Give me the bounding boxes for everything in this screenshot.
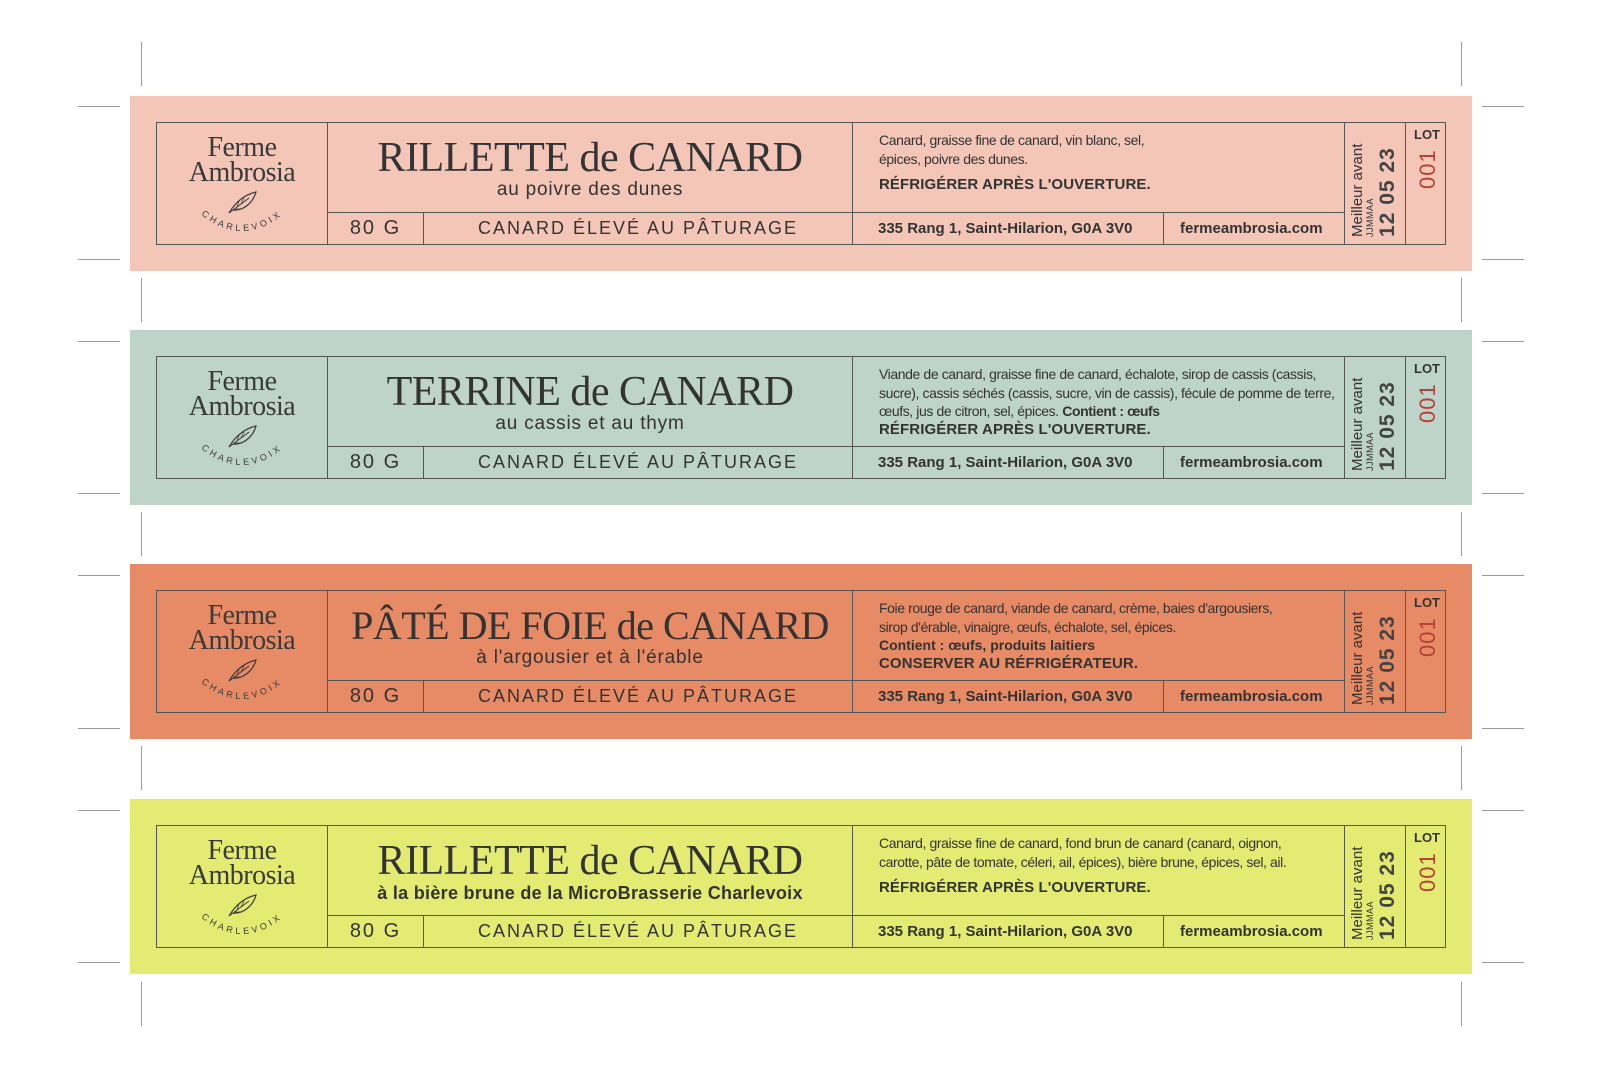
lot-block — [1406, 357, 1445, 478]
ingredients-text: Canard, graisse fine de canard, fond brun de canard (canard, oignon, carotte, pâte de tomate, céleri, ail, épices), bière brune, épices, sel, ail. — [879, 835, 1287, 870]
farm-address: 335 Rang 1, Saint-Hilarion, G0A 3V0 — [878, 454, 1133, 471]
best-before-date: 12 05 23 — [1376, 381, 1399, 471]
product-subtitle: à l'argousier et à l'érable — [476, 647, 704, 668]
farm-address: 335 Rang 1, Saint-Hilarion, G0A 3V0 — [878, 688, 1133, 705]
crop-mark — [1482, 575, 1524, 576]
net-weight: 80 G — [349, 217, 402, 239]
product-label — [130, 96, 1472, 271]
brand-name: Ferme Ambrosia — [188, 600, 296, 656]
allergen-statement: Contient : œufs, produits laitiers — [879, 637, 1096, 653]
lot-label: LOT — [1414, 127, 1440, 142]
crop-mark — [78, 962, 120, 963]
product-subtitle: à la bière brune de la MicroBrasserie Charlevoix — [377, 883, 803, 903]
svg-text:CHARLEVOIX: CHARLEVOIX — [199, 912, 285, 937]
lot-label: LOT — [1414, 361, 1440, 376]
net-weight: 80 G — [349, 920, 402, 942]
crop-mark — [141, 512, 142, 556]
product-title: PÂTÉ DE FOIE de CANARD — [351, 603, 829, 648]
crop-mark — [1482, 341, 1524, 342]
lot-number: 001 — [1415, 852, 1440, 892]
brand-logo — [157, 591, 327, 712]
lot-block — [1406, 826, 1445, 947]
svg-text:CHARLEVOIX: CHARLEVOIX — [199, 443, 285, 468]
allergen-statement: Contient : œufs — [1062, 403, 1160, 419]
net-weight: 80 G — [349, 685, 402, 707]
brand-logo — [157, 357, 327, 478]
ingredients — [857, 834, 1339, 919]
crop-mark — [1461, 746, 1462, 790]
product-label — [130, 799, 1472, 974]
crop-mark — [1482, 493, 1524, 494]
svg-text:CHARLEVOIX: CHARLEVOIX — [199, 677, 285, 702]
lot-label: LOT — [1414, 830, 1440, 845]
website-link: fermeambrosia.com — [1180, 220, 1323, 237]
brand-logo — [157, 826, 327, 947]
ingredients — [857, 599, 1339, 684]
region-arc-text — [187, 677, 297, 711]
best-before-label: Meilleur avant — [1349, 611, 1366, 705]
product-label — [130, 564, 1472, 739]
ingredients-text: Viande de canard, graisse fine de canard, échalote, sirop de cassis (cassis, sucre), cassis séchés (cassis, sucre, vin de cassis), fécule de pomme de terre, œufs, jus de citron, sel, épices. Contient : œufs — [879, 366, 1335, 419]
lot-number: 001 — [1415, 149, 1440, 189]
best-before-label: Meilleur avant — [1349, 143, 1366, 237]
origin-claim: CANARD ÉLEVÉ AU PÂTURAGE — [477, 686, 799, 706]
crop-mark — [1482, 728, 1524, 729]
crop-mark — [78, 106, 120, 107]
best-before-block — [1345, 357, 1405, 478]
product-title-block — [328, 123, 852, 212]
crop-mark — [1482, 106, 1524, 107]
region-arc-text — [187, 912, 297, 946]
date-format: JJMMAA — [1365, 901, 1375, 940]
storage-instruction: CONSERVER AU RÉFRIGÉRATEUR. — [879, 654, 1139, 672]
product-label — [130, 330, 1472, 505]
crop-mark — [78, 728, 120, 729]
brand-name: Ferme Ambrosia — [188, 366, 296, 422]
crop-mark — [78, 493, 120, 494]
website-link: fermeambrosia.com — [1180, 688, 1323, 705]
crop-mark — [78, 575, 120, 576]
best-before-date: 12 05 23 — [1376, 147, 1399, 237]
crop-mark — [78, 341, 120, 342]
origin-claim: CANARD ÉLEVÉ AU PÂTURAGE — [477, 218, 799, 238]
svg-text:CHARLEVOIX: CHARLEVOIX — [199, 209, 285, 234]
best-before-block — [1345, 591, 1405, 712]
crop-mark — [1482, 259, 1524, 260]
label-frame — [156, 825, 1446, 948]
crop-mark — [1482, 810, 1524, 811]
net-weight: 80 G — [349, 451, 402, 473]
crop-mark — [141, 42, 142, 86]
label-frame — [156, 356, 1446, 479]
lot-block — [1406, 591, 1445, 712]
origin-claim: CANARD ÉLEVÉ AU PÂTURAGE — [477, 921, 799, 941]
product-subtitle: au poivre des dunes — [496, 179, 684, 200]
website-link: fermeambrosia.com — [1180, 923, 1323, 940]
product-title: RILLETTE de CANARD — [377, 838, 803, 884]
crop-mark — [141, 278, 142, 322]
lot-label: LOT — [1414, 595, 1440, 610]
lot-number: 001 — [1415, 383, 1440, 423]
storage-instruction: RÉFRIGÉRER APRÈS L'OUVERTURE. — [879, 420, 1151, 438]
website-link: fermeambrosia.com — [1180, 454, 1323, 471]
label-frame — [156, 590, 1446, 713]
storage-instruction: RÉFRIGÉRER APRÈS L'OUVERTURE. — [879, 879, 1151, 896]
date-format: JJMMAA — [1365, 666, 1375, 705]
best-before-block — [1345, 826, 1405, 947]
brand-name: Ferme Ambrosia — [188, 835, 296, 891]
brand-logo — [157, 123, 327, 244]
best-before-date: 12 05 23 — [1376, 615, 1399, 705]
ingredients — [857, 365, 1339, 450]
crop-mark — [1461, 278, 1462, 322]
crop-mark — [1482, 962, 1524, 963]
crop-mark — [1461, 512, 1462, 556]
ingredients — [857, 131, 1339, 216]
product-title-block — [328, 826, 852, 915]
date-format: JJMMAA — [1365, 198, 1375, 237]
label-frame — [156, 122, 1446, 245]
date-format: JJMMAA — [1365, 432, 1375, 471]
crop-mark — [1461, 42, 1462, 86]
crop-mark — [141, 982, 142, 1026]
ingredients-text: Foie rouge de canard, viande de canard, crème, baies d'argousiers, sirop d'érable, vinaigre, œufs, échalote, sel, épices. — [879, 600, 1273, 635]
region-arc-text — [187, 443, 297, 477]
product-title-block — [328, 591, 852, 680]
product-title: RILLETTE de CANARD — [377, 135, 803, 181]
best-before-label: Meilleur avant — [1349, 846, 1366, 940]
best-before-date: 12 05 23 — [1376, 850, 1399, 940]
best-before-label: Meilleur avant — [1349, 377, 1366, 471]
origin-claim: CANARD ÉLEVÉ AU PÂTURAGE — [477, 452, 799, 472]
product-title: TERRINE de CANARD — [386, 369, 794, 415]
farm-address: 335 Rang 1, Saint-Hilarion, G0A 3V0 — [878, 220, 1133, 237]
crop-mark — [78, 259, 120, 260]
best-before-block — [1345, 123, 1405, 244]
lot-number: 001 — [1415, 617, 1440, 657]
region-arc-text — [187, 209, 297, 243]
crop-mark — [141, 746, 142, 790]
ingredients-text: Canard, graisse fine de canard, vin blanc, sel, épices, poivre des dunes. — [879, 132, 1145, 167]
farm-address: 335 Rang 1, Saint-Hilarion, G0A 3V0 — [878, 923, 1133, 940]
storage-instruction: RÉFRIGÉRER APRÈS L'OUVERTURE. — [879, 176, 1151, 193]
product-subtitle: au cassis et au thym — [495, 413, 685, 434]
crop-mark — [78, 810, 120, 811]
product-title-block — [328, 357, 852, 446]
crop-mark — [1461, 982, 1462, 1026]
brand-name: Ferme Ambrosia — [188, 132, 296, 188]
lot-block — [1406, 123, 1445, 244]
